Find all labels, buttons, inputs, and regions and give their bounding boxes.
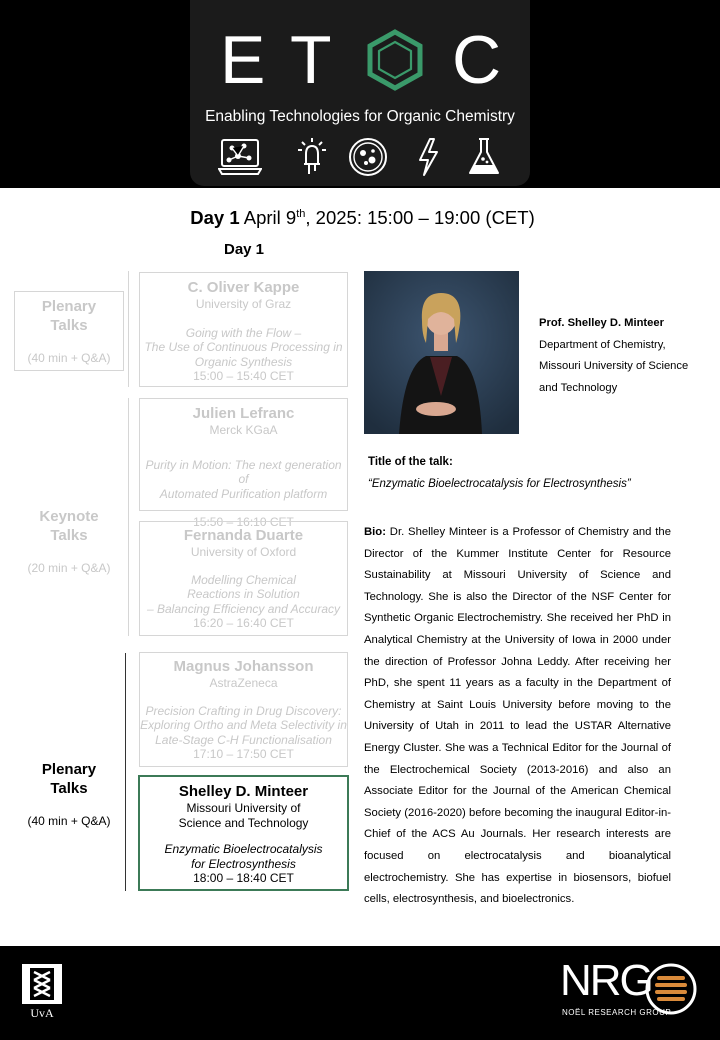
talk-time: 18:00 – 18:40 CET bbox=[193, 871, 294, 885]
day-heading-sup: th bbox=[296, 207, 306, 220]
talk-card-johansson bbox=[139, 652, 348, 767]
speaker-university: Missouri University of Science bbox=[539, 360, 689, 372]
category-title: Talks bbox=[50, 317, 88, 334]
talk-affiliation: Missouri University of bbox=[186, 801, 301, 815]
talk-card-kappe bbox=[139, 272, 348, 387]
talk-speaker: Julien Lefranc bbox=[192, 405, 295, 422]
category-duration: (40 min + Q&A) bbox=[27, 351, 111, 365]
logo-letter-t: T bbox=[290, 22, 332, 98]
uva-label: UvA bbox=[30, 1006, 54, 1020]
talk-card-lefranc bbox=[139, 398, 348, 529]
talk-time: 15:50 – 16:10 CET bbox=[193, 515, 294, 529]
divider-line bbox=[128, 398, 129, 636]
talk-title: Late-Stage C-H Functionalisation bbox=[155, 732, 332, 747]
talk-card-minteer bbox=[138, 775, 349, 891]
divider-line bbox=[128, 271, 129, 387]
talk-title: The Use of Continuous Processing in bbox=[144, 340, 343, 354]
talk-title-label: Title of the talk: bbox=[368, 456, 453, 468]
talk-title: – Balancing Efficiency and Accuracy bbox=[147, 601, 340, 616]
day-column-label: Day 1 bbox=[224, 241, 265, 258]
talk-card-duarte bbox=[139, 521, 348, 636]
speaker-department: Department of Chemistry, bbox=[539, 338, 666, 351]
category-title: Talks bbox=[50, 527, 88, 544]
led-light-icon bbox=[290, 136, 334, 178]
bio-label: Bio: bbox=[364, 526, 386, 538]
nrg-logo-text: NRG bbox=[560, 956, 652, 1005]
talk-affiliation: University of Oxford bbox=[190, 545, 297, 559]
talk-affiliation: University of Graz bbox=[195, 297, 292, 311]
hexagon-logo-icon bbox=[364, 28, 426, 92]
talk-speaker: Shelley D. Minteer bbox=[178, 783, 309, 800]
talk-title: for Electrosynthesis bbox=[191, 856, 296, 871]
speaker-details bbox=[539, 313, 688, 399]
logo-letter-c: C bbox=[452, 22, 502, 98]
flask-icon bbox=[462, 136, 506, 178]
day-heading-date: April 9 bbox=[239, 207, 297, 228]
speaker-name: Prof. Shelley D. Minteer bbox=[539, 317, 664, 329]
talk-speaker: Fernanda Duarte bbox=[183, 527, 304, 544]
category-title: Plenary bbox=[41, 298, 97, 315]
lightning-icon bbox=[406, 136, 450, 178]
speaker-bio bbox=[364, 522, 671, 911]
talk-affiliation: AstraZeneca bbox=[209, 676, 278, 690]
talk-title: Organic Synthesis bbox=[194, 354, 293, 369]
day-heading-time: , 2025: 15:00 – 19:00 (CET) bbox=[305, 207, 535, 228]
nrg-subtitle: NOËL RESEARCH GROUP bbox=[562, 1008, 672, 1017]
talk-title-text: “Enzymatic Bioelectrocatalysis for Electrosynthesis” bbox=[368, 478, 631, 490]
talk-affiliation: Merck KGaA bbox=[209, 423, 278, 437]
day-heading-bold: Day 1 bbox=[190, 207, 240, 228]
category-duration: (20 min + Q&A) bbox=[27, 561, 111, 575]
day-heading bbox=[0, 207, 720, 229]
divider-line bbox=[125, 653, 126, 891]
category-title: Plenary bbox=[41, 761, 97, 778]
talk-speaker: C. Oliver Kappe bbox=[187, 279, 300, 296]
logo-letter-e: E bbox=[220, 22, 266, 98]
talk-title: Modelling Chemical bbox=[191, 572, 296, 587]
uva-logo-icon bbox=[22, 964, 62, 1004]
logo-tagline: Enabling Technologies for Organic Chemistry bbox=[205, 108, 515, 125]
category-duration: (40 min + Q&A) bbox=[27, 814, 111, 828]
category-keynote bbox=[14, 507, 124, 575]
bio-text: Dr. Shelley Minteer is a Professor of Chemistry and the Director of the Kummer Institute Center for Resource Sustainability at Missouri University of Science and Technology. She is also the Director of the NSF Center for Synthetic Organic Electrochemistry. She received her PhD in Analytical Chemistry at the University of Iowa in 2000 under the direction of Professor Johna Leddy. After receiving her PhD, she spent 11 years as a faculty in the Department of Chemistry at Saint Louis University before moving to the University of Utah in 2011 to lead the USTAR Alternative Energy Cluster. She was a Technical Editor for the Journal of the Electrochemical Society (2013-2016) and also an Associate Editor for the Journal of the American Chemical Society (2016-2020) before becoming the inaugural Editor-in-Chief of the ACS Au Journals. Her research interests are focused on electrocatalysis and bioanalytical electrochemistry. She has expertise in biosensors, biofuel cells, electrosynthesis, and bioelectronics. bbox=[364, 526, 671, 906]
talk-title: Going with the Flow – bbox=[185, 325, 302, 340]
talk-title: Purity in Motion: The next generation of bbox=[145, 457, 342, 486]
petri-dish-icon bbox=[346, 136, 390, 178]
category-plenary-1 bbox=[14, 291, 124, 371]
category-title: Keynote bbox=[39, 508, 99, 525]
speaker-university: and Technology bbox=[539, 381, 618, 394]
talk-affiliation: Science and Technology bbox=[178, 815, 309, 830]
talk-time: 16:20 – 16:40 CET bbox=[193, 616, 294, 630]
talk-title: Precision Crafting in Drug Discovery: bbox=[145, 703, 342, 718]
category-title: Talks bbox=[50, 780, 88, 797]
talk-time: 15:00 – 15:40 CET bbox=[193, 369, 294, 383]
speaker-photo bbox=[364, 271, 519, 434]
talk-title: Enzymatic Bioelectrocatalysis bbox=[164, 842, 323, 856]
talk-title: Reactions in Solution bbox=[187, 587, 300, 601]
talk-time: 17:10 – 17:50 CET bbox=[193, 747, 294, 761]
category-plenary-2 bbox=[14, 760, 124, 828]
laptop-network-icon bbox=[218, 136, 262, 178]
talk-title: Automated Purification platform bbox=[159, 486, 328, 501]
talk-speaker: Magnus Johansson bbox=[173, 658, 314, 675]
talk-title: Exploring Ortho and Meta Selectivity in bbox=[140, 718, 347, 732]
